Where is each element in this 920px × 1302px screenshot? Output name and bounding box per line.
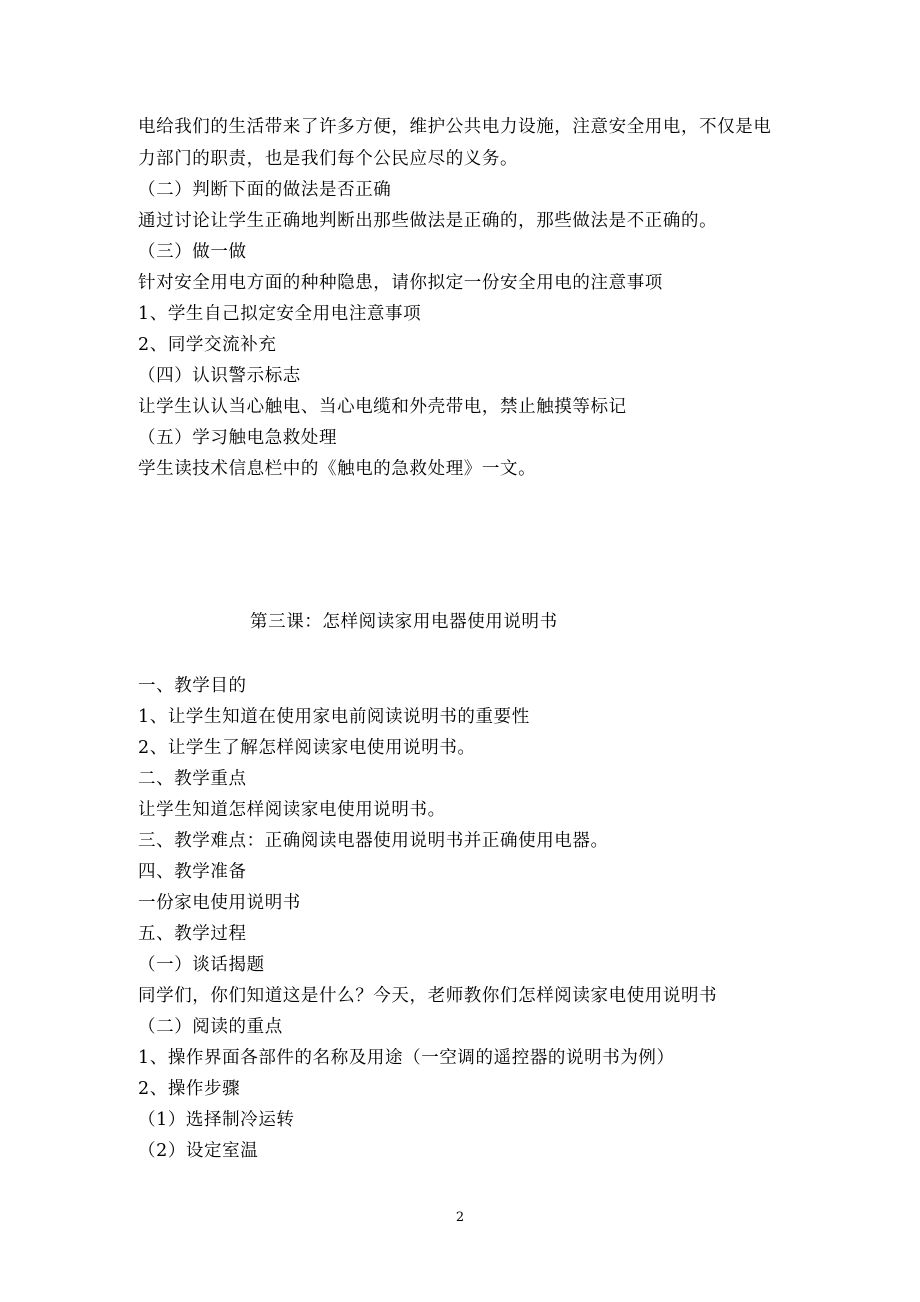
section-heading: （三）做一做 [138, 242, 247, 262]
section-heading: 二、教学重点 [138, 769, 247, 789]
section-heading: 四、教学准备 [138, 862, 247, 882]
list-item: （1）选择制冷运转 [138, 1110, 295, 1130]
paragraph-line: 让学生知道怎样阅读家电使用说明书。 [138, 800, 446, 820]
list-item: （2）设定室温 [138, 1141, 259, 1161]
section-heading: 一、教学目的 [138, 676, 247, 696]
page-number: 2 [455, 1210, 465, 1225]
section-heading: （二）判断下面的做法是否正确 [138, 180, 392, 200]
section-heading: （四）认识警示标志 [138, 366, 301, 386]
list-item: 2、让学生了解怎样阅读家电使用说明书。 [138, 738, 476, 758]
list-item: 2、同学交流补充 [138, 335, 277, 355]
paragraph-line: 通过讨论让学生正确地判断出那些做法是正确的，那些做法是不正确的。 [138, 211, 718, 231]
section-heading: 三、教学难点：正确阅读电器使用说明书并正确使用电器。 [138, 831, 609, 851]
list-item: 1、学生自己拟定安全用电注意事项 [138, 304, 422, 324]
list-item: 2、操作步骤 [138, 1079, 241, 1099]
section-heading: （二）阅读的重点 [138, 1017, 283, 1037]
section-heading: （一）谈话揭题 [138, 955, 265, 975]
paragraph-line: 让学生认认当心触电、当心电缆和外壳带电，禁止触摸等标记 [138, 397, 627, 417]
paragraph-line: 同学们，你们知道这是什么？今天，老师教你们怎样阅读家电使用说明书 [138, 986, 718, 1006]
list-item: 1、让学生知道在使用家电前阅读说明书的重要性 [138, 707, 530, 727]
section-heading: 五、教学过程 [138, 924, 247, 944]
paragraph-line: 针对安全用电方面的种种隐患，请你拟定一份安全用电的注意事项 [138, 273, 663, 293]
paragraph-line: 电给我们的生活带来了许多方便，维护公共电力设施，注意安全用电，不仅是电 [138, 117, 772, 137]
paragraph-line: 学生读技术信息栏中的《触电的急救处理》一文。 [138, 459, 537, 479]
section-heading: （五）学习触电急救处理 [138, 428, 338, 448]
lesson-title: 第三课：怎样阅读家用电器使用说明书 [250, 612, 558, 632]
paragraph-line: 一份家电使用说明书 [138, 893, 301, 913]
list-item: 1、操作界面各部件的名称及用途（一空调的遥控器的说明书为例） [138, 1048, 675, 1068]
paragraph-line: 力部门的职责，也是我们每个公民应尽的义务。 [138, 149, 519, 169]
